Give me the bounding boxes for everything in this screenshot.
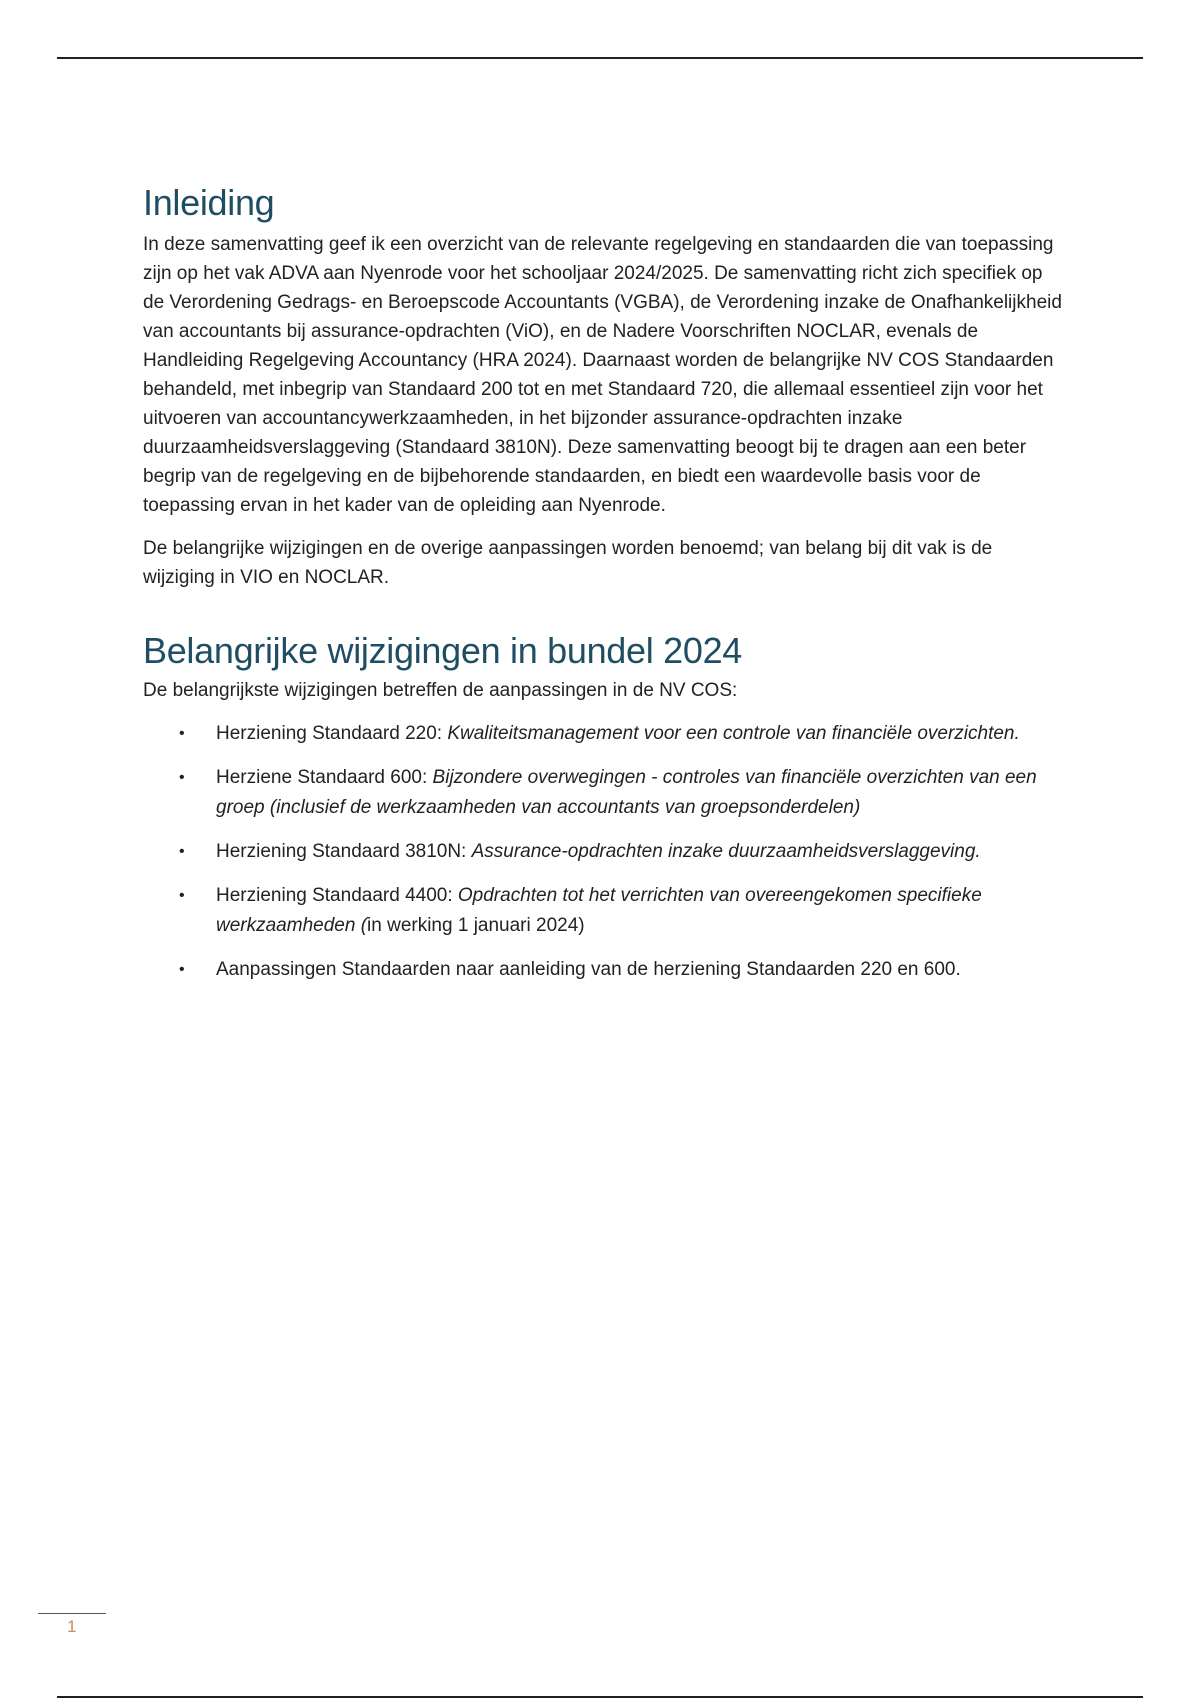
intro-heading: Inleiding — [143, 182, 275, 223]
changes-heading: Belangrijke wijzigingen in bundel 2024 — [143, 630, 743, 671]
changes-list — [143, 719, 1063, 985]
bullet-icon: • — [179, 961, 185, 978]
page-number-rule — [38, 1613, 106, 1614]
item-italic: Assurance-opdrachten inzake duurzaamheidsverslaggeving. — [471, 841, 981, 862]
intro-paragraph-1: In deze samenvatting geef ik een overzicht van de relevante regelgeving en standaarden die van toepassing zijn op het vak ADVA aan Nyenrode voor het schooljaar 2024/2025. De samenvatting richt zich specifiek op de Verordening Gedrags- en Beroepscode Accountants (VGBA), de Verordening inzake de Onafhankelijkheid van accountants bij assurance-opdrachten (ViO), en de Nadere Voorschriften NOCLAR, evenals de Handleiding Regelgeving Accountancy (HRA 2024). Daarnaast worden de belangrijke NV COS Standaarden behandeld, met inbegrip van Standaard 200 tot en met Standaard 720, die allemaal essentieel zijn voor het uitvoeren van accountancywerkzaamheden, in het bijzonder assurance-opdrachten inzake duurzaamheidsverslaggeving (Standaard 3810N). Deze samenvatting beoogt bij te dragen aan een beter begrip van de regelgeving en de bijbehorende standaarden, en biedt een waardevolle basis voor de toepassing ervan in het kader van de opleiding aan Nyenrode. — [143, 234, 1062, 516]
item-suffix: in werking 1 januari 2024) — [367, 915, 585, 936]
changes-lead: De belangrijkste wijzigingen betreffen de aanpassingen in de NV COS: — [143, 680, 738, 701]
item-prefix: Herziening Standaard 220: — [216, 723, 448, 744]
item-italic: Opdrachten tot het verrichten van overeengekomen specifieke werkzaamheden ( — [216, 885, 982, 936]
item-prefix: Aanpassingen Standaarden naar aanleiding van de herziening Standaarden 220 en 600. — [216, 959, 961, 980]
page-number: 1 — [67, 1617, 77, 1636]
bullet-icon: • — [179, 887, 185, 904]
item-italic: Bijzondere overwegingen - controles van financiële overzichten van een groep (inclusief de werkzaamheden van accountants van groepsonderdelen) — [216, 767, 1037, 818]
list-item — [143, 955, 1063, 985]
item-italic: Kwaliteitsmanagement voor een controle van financiële overzichten. — [447, 723, 1020, 744]
list-item — [143, 837, 1063, 867]
item-prefix: Herziene Standaard 600: — [216, 767, 433, 788]
bottom-rule — [57, 1696, 1143, 1698]
item-prefix: Herziening Standaard 4400: — [216, 885, 458, 906]
bullet-icon: • — [179, 725, 185, 742]
document-body — [143, 178, 1063, 999]
list-item — [143, 719, 1063, 749]
bullet-icon: • — [179, 843, 185, 860]
intro-paragraph-2: De belangrijke wijzigingen en de overige aanpassingen worden benoemd; van belang bij dit vak is de wijziging in VIO en NOCLAR. — [143, 538, 993, 588]
list-item — [143, 881, 1063, 941]
top-rule — [57, 57, 1143, 59]
list-item — [143, 763, 1063, 823]
bullet-icon: • — [179, 769, 185, 786]
item-prefix: Herziening Standaard 3810N: — [216, 841, 472, 862]
